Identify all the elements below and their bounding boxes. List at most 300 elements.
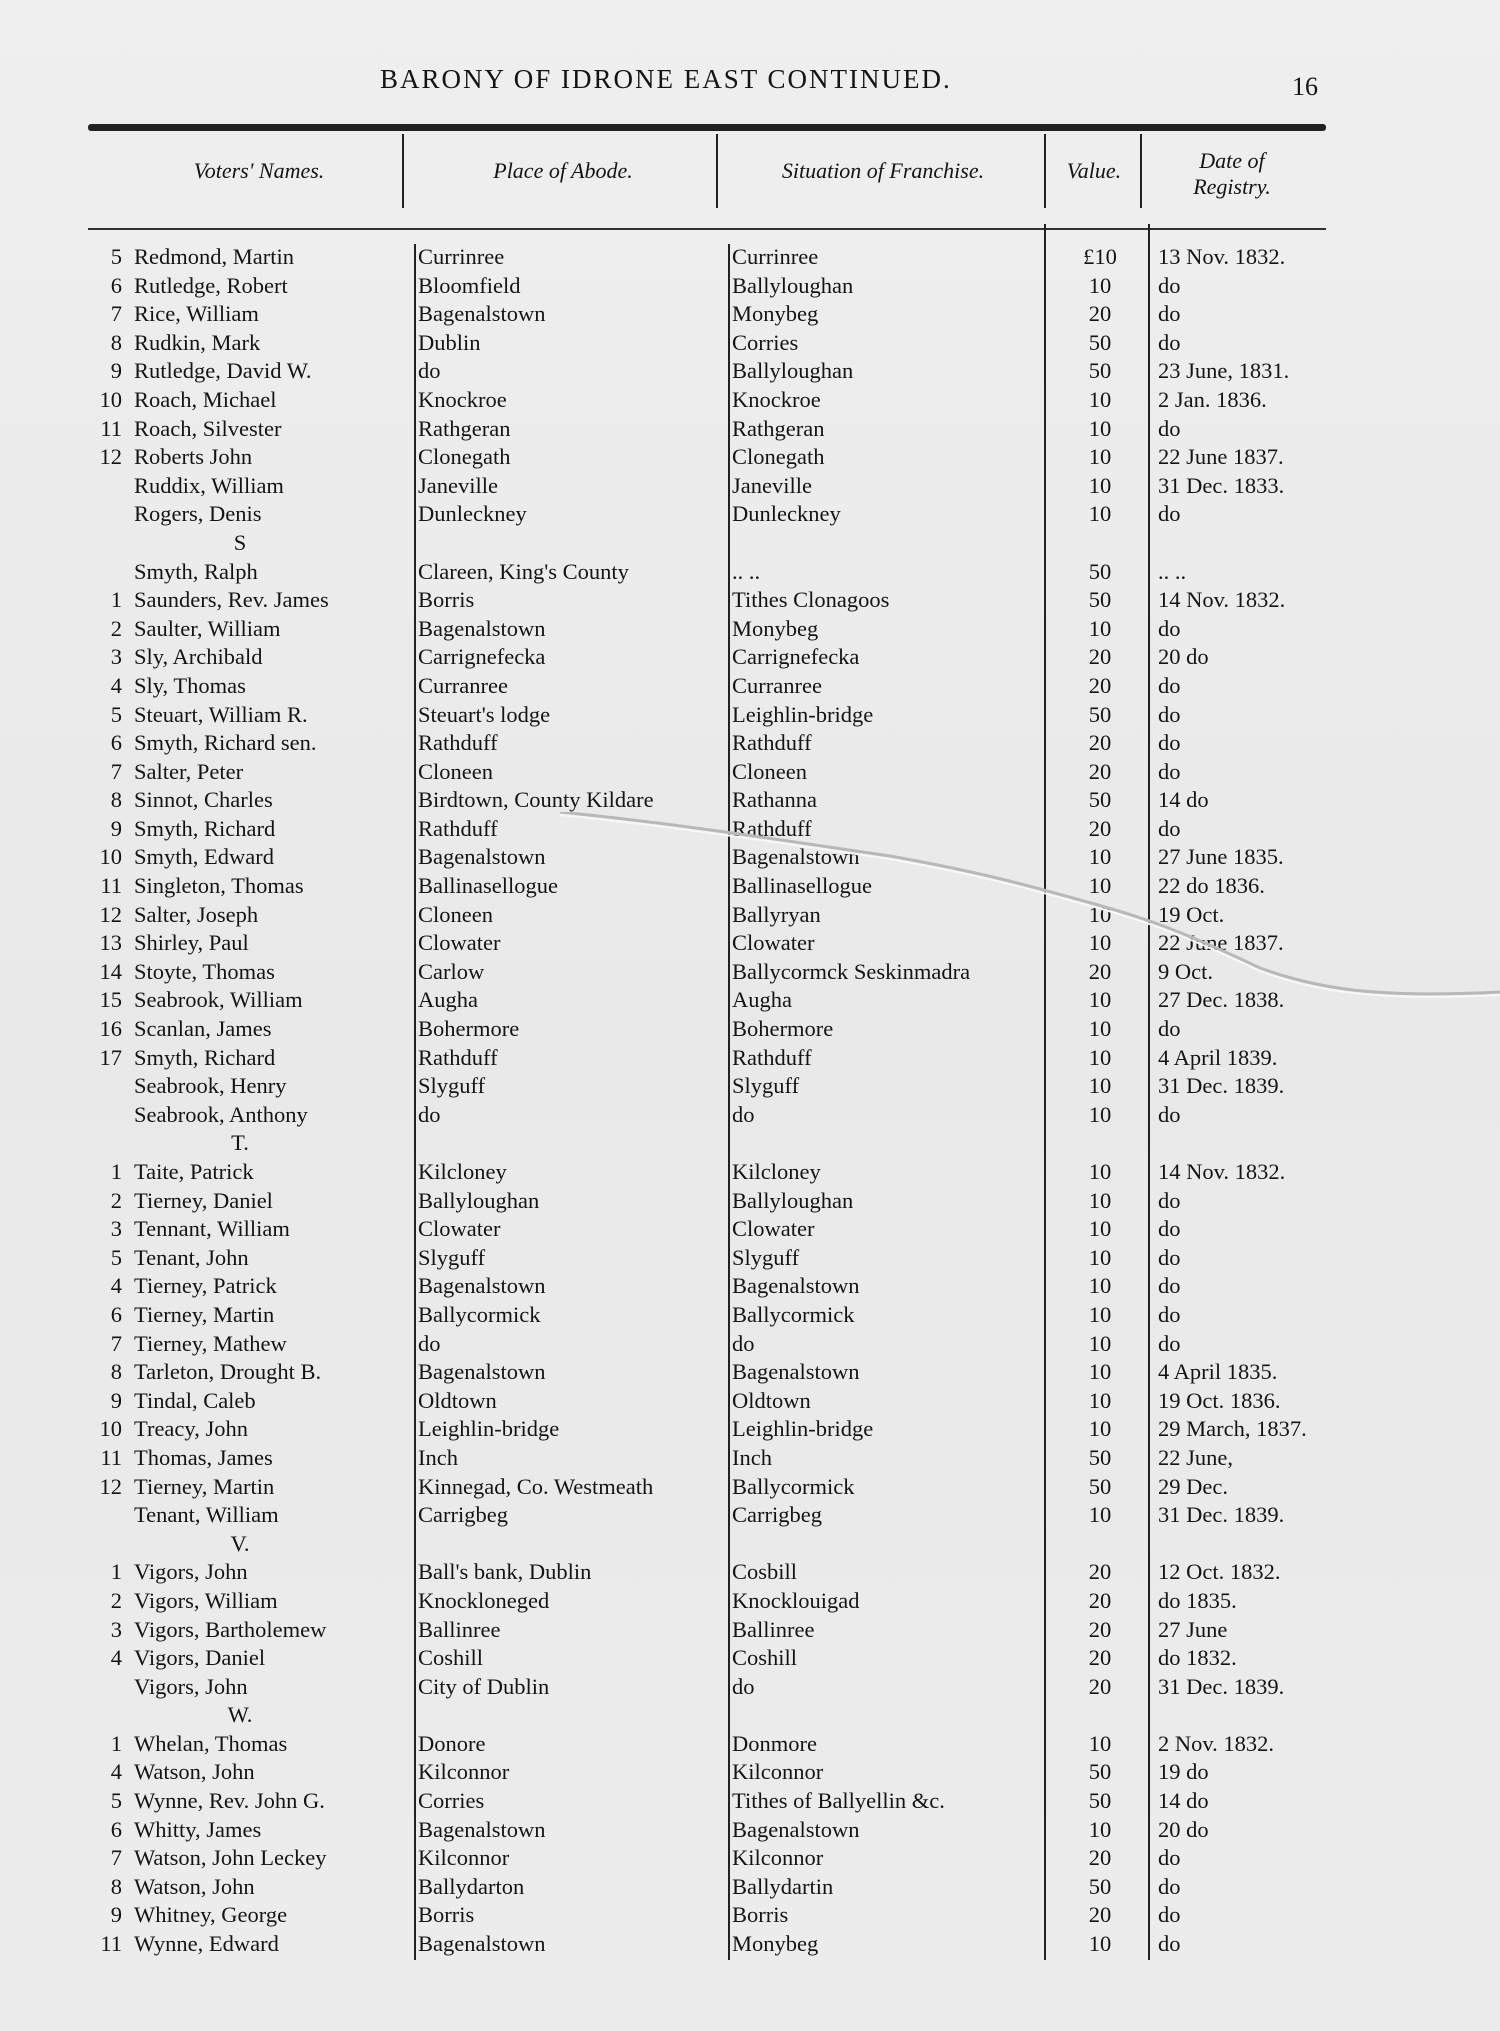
place-of-abode: do — [418, 1330, 441, 1356]
place-of-abode: Bagenalstown — [418, 1359, 546, 1385]
voter-name: Roberts John — [134, 444, 253, 470]
voter-name: Tennant, William — [134, 1216, 290, 1242]
section-letter: W. — [227, 1702, 253, 1728]
franchise-value: 50 — [1088, 1873, 1112, 1899]
section-letter: V. — [230, 1530, 250, 1556]
place-of-abode: City of Dublin — [418, 1673, 550, 1699]
voter-row — [0, 1588, 1500, 1617]
franchise-situation: Knocklouigad — [732, 1587, 860, 1613]
row-number: 5 — [110, 244, 122, 269]
registry-date: 19 do — [1158, 1759, 1209, 1785]
registry-date: do — [1158, 758, 1181, 784]
voter-row — [0, 1388, 1500, 1417]
place-of-abode: Clonegath — [418, 444, 511, 470]
voter-name: Tindal, Caleb — [134, 1387, 256, 1413]
registry-date: 29 March, 1837. — [1158, 1416, 1307, 1442]
voter-name: Watson, John Leckey — [134, 1845, 327, 1871]
voter-name: Whelan, Thomas — [134, 1730, 288, 1756]
franchise-situation: Ballinasellogue — [732, 873, 872, 899]
column-header-date-line1: Date of — [1199, 148, 1265, 173]
row-number: 2 — [110, 1187, 122, 1213]
franchise-situation: Augha — [732, 987, 792, 1013]
voter-name: Salter, Peter — [134, 758, 244, 784]
section-letter: S — [233, 529, 247, 555]
voter-row — [0, 1445, 1500, 1474]
place-of-abode: Carrigbeg — [418, 1502, 508, 1528]
header-bottom-rule — [88, 228, 1326, 230]
franchise-situation: Rathanna — [732, 787, 817, 813]
row-number: 1 — [110, 587, 122, 613]
voter-row — [0, 644, 1500, 673]
registry-date: do — [1158, 1216, 1181, 1242]
franchise-situation: Ballydartin — [732, 1873, 834, 1899]
franchise-value: 50 — [1088, 701, 1112, 727]
registry-date: do — [1158, 1902, 1181, 1928]
franchise-value: 50 — [1088, 787, 1112, 813]
franchise-value: 10 — [1088, 844, 1112, 870]
row-number: 1 — [110, 1730, 122, 1756]
column-header-situation: Situation of Franchise. — [781, 158, 985, 183]
row-number: 4 — [110, 672, 122, 698]
voter-name: Thomas, James — [134, 1444, 273, 1470]
franchise-situation: Bagenalstown — [732, 1359, 860, 1385]
voter-name: Rogers, Denis — [134, 501, 262, 527]
franchise-value: 10 — [1088, 415, 1112, 441]
voter-name: Smyth, Richard — [134, 815, 276, 841]
franchise-value: 10 — [1088, 1044, 1112, 1070]
voter-name: Rudkin, Mark — [134, 329, 261, 355]
registry-date: 9 Oct. — [1158, 958, 1213, 984]
place-of-abode: Kinnegad, Co. Westmeath — [418, 1473, 654, 1499]
header-divider — [1140, 134, 1142, 208]
franchise-value: 20 — [1088, 644, 1112, 670]
place-of-abode: Coshill — [418, 1645, 484, 1671]
franchise-value: 10 — [1088, 1244, 1112, 1270]
registry-date: do — [1158, 1273, 1181, 1299]
franchise-value: 20 — [1088, 1673, 1112, 1699]
header-rule — [88, 124, 1326, 131]
franchise-value: 10 — [1088, 444, 1112, 470]
voter-table — [0, 244, 1500, 1960]
voter-name: Tierney, Martin — [134, 1301, 275, 1327]
place-of-abode: Corries — [418, 1788, 485, 1814]
registry-date: 31 Dec. 1839. — [1158, 1502, 1285, 1528]
franchise-situation: Oldtown — [732, 1387, 811, 1413]
franchise-value: 10 — [1088, 1187, 1112, 1213]
franchise-value: 20 — [1088, 1902, 1112, 1928]
place-of-abode: Ballycormick — [418, 1301, 541, 1327]
voter-row — [0, 702, 1500, 731]
voter-row — [0, 1817, 1500, 1846]
place-of-abode: Bagenalstown — [418, 615, 546, 641]
franchise-value: 10 — [1088, 1330, 1112, 1356]
row-number: 9 — [110, 815, 122, 841]
voter-name: Seabrook, Anthony — [134, 1101, 308, 1127]
place-of-abode: Knockroe — [418, 386, 507, 412]
voter-name: Wynne, Rev. John G. — [134, 1788, 325, 1814]
franchise-situation: Rathgeran — [732, 415, 825, 441]
registry-date: do — [1158, 701, 1181, 727]
franchise-situation: Kilconnor — [732, 1759, 824, 1785]
voter-row — [0, 1902, 1500, 1931]
row-number: 5 — [110, 1244, 122, 1270]
voter-name: Sly, Archibald — [134, 644, 263, 670]
voter-name: Vigors, John — [134, 1559, 248, 1585]
registry-date: do — [1158, 730, 1181, 756]
franchise-situation: Curranree — [732, 672, 822, 698]
voter-row — [0, 301, 1500, 330]
registry-date: 4 April 1839. — [1158, 1044, 1278, 1070]
voter-name: Watson, John — [134, 1873, 255, 1899]
registry-date: do 1832. — [1158, 1645, 1237, 1671]
voter-name: Singleton, Thomas — [134, 873, 304, 899]
registry-date: 27 June — [1158, 1616, 1228, 1642]
franchise-situation: Bagenalstown — [732, 1816, 860, 1842]
row-number: 6 — [110, 1816, 122, 1842]
voter-name: Tenant, John — [134, 1244, 249, 1270]
franchise-value: 50 — [1088, 1759, 1112, 1785]
place-of-abode: Clowater — [418, 1216, 501, 1242]
voter-name: Wynne, Edward — [134, 1931, 279, 1957]
franchise-situation: Leighlin-bridge — [732, 701, 874, 727]
place-of-abode: Cloneen — [418, 758, 493, 784]
voter-name: Steuart, William R. — [134, 701, 308, 727]
franchise-situation: Tithes Clonagoos — [732, 587, 890, 613]
voter-row — [0, 387, 1500, 416]
registry-date: 14 Nov. 1832. — [1158, 587, 1286, 613]
voter-name: Smyth, Richard sen. — [134, 730, 317, 756]
franchise-value: 20 — [1088, 958, 1112, 984]
header-divider — [716, 134, 718, 208]
voter-row — [0, 244, 1500, 273]
place-of-abode: Dunleckney — [418, 501, 527, 527]
voter-name: Roach, Silvester — [134, 415, 282, 441]
franchise-situation: do — [732, 1101, 755, 1127]
franchise-situation: do — [732, 1330, 755, 1356]
registry-date: 27 Dec. 1838. — [1158, 987, 1285, 1013]
voter-name: Seabrook, Henry — [134, 1073, 287, 1099]
registry-date: do — [1158, 301, 1181, 327]
registry-date: 31 Dec. 1839. — [1158, 1673, 1285, 1699]
row-number: 3 — [110, 644, 122, 670]
franchise-situation: Monybeg — [732, 615, 819, 641]
franchise-situation: Bohermore — [732, 1016, 834, 1042]
place-of-abode: Borris — [418, 587, 475, 613]
voter-row — [0, 1788, 1500, 1817]
registry-date: 27 June 1835. — [1158, 844, 1284, 870]
row-number: 7 — [110, 301, 122, 327]
franchise-value: 20 — [1088, 1645, 1112, 1671]
franchise-situation: do — [732, 1673, 755, 1699]
franchise-situation: Borris — [732, 1902, 789, 1928]
row-number: 8 — [110, 1359, 122, 1385]
voter-name: Tenant, William — [134, 1502, 279, 1528]
franchise-value: 50 — [1088, 1788, 1112, 1814]
registry-date: do — [1158, 1244, 1181, 1270]
voter-name: Whitty, James — [134, 1816, 262, 1842]
franchise-value: 50 — [1088, 1473, 1112, 1499]
franchise-value: 10 — [1088, 472, 1112, 498]
place-of-abode: Dublin — [418, 329, 481, 355]
franchise-value: 10 — [1088, 1502, 1112, 1528]
row-number: 8 — [110, 787, 122, 813]
voter-row — [0, 358, 1500, 387]
franchise-situation: Kilconnor — [732, 1845, 824, 1871]
voter-name: Saulter, William — [134, 615, 281, 641]
place-of-abode: Inch — [418, 1444, 458, 1470]
place-of-abode: Leighlin-bridge — [418, 1416, 560, 1442]
registry-date: 22 June 1837. — [1158, 930, 1284, 956]
registry-date: 2 Nov. 1832. — [1158, 1730, 1275, 1756]
voter-name: Sly, Thomas — [134, 672, 246, 698]
registry-date: do — [1158, 415, 1181, 441]
franchise-value: 20 — [1088, 730, 1112, 756]
voter-row — [0, 1273, 1500, 1302]
franchise-situation: Inch — [732, 1444, 772, 1470]
franchise-situation: Bagenalstown — [732, 844, 860, 870]
header-divider — [402, 134, 404, 208]
franchise-situation: Dunleckney — [732, 501, 841, 527]
registry-date: do — [1158, 329, 1181, 355]
row-number: 7 — [110, 758, 122, 784]
place-of-abode: Knockloneged — [418, 1587, 550, 1613]
row-number: 1 — [110, 1159, 122, 1184]
row-number: 16 — [99, 1016, 122, 1042]
registry-date: do — [1158, 501, 1181, 527]
section-letter-row — [0, 1130, 1500, 1159]
voter-name: Smyth, Edward — [134, 844, 274, 870]
franchise-situation: Ballycormick — [732, 1473, 855, 1499]
registry-date: 14 do — [1158, 787, 1209, 813]
place-of-abode: Carrignefecka — [418, 644, 546, 670]
franchise-value: 20 — [1088, 758, 1112, 784]
column-header-date — [1142, 148, 1322, 200]
franchise-situation: Cloneen — [732, 758, 807, 784]
place-of-abode: Bagenalstown — [418, 1816, 546, 1842]
franchise-value: 10 — [1088, 1387, 1112, 1413]
voter-row — [0, 330, 1500, 359]
franchise-situation: Carrignefecka — [732, 644, 860, 670]
section-letter-row — [0, 1531, 1500, 1560]
franchise-value: 20 — [1088, 301, 1112, 327]
voter-name: Tierney, Daniel — [134, 1187, 273, 1213]
franchise-situation: Slyguff — [732, 1244, 800, 1270]
voter-name: Vigors, William — [134, 1587, 278, 1613]
voter-row — [0, 1674, 1500, 1703]
franchise-situation: Donmore — [732, 1730, 817, 1756]
registry-date: 20 do — [1158, 644, 1209, 670]
place-of-abode: Rathduff — [418, 1044, 498, 1070]
registry-date: do — [1158, 1301, 1181, 1327]
place-of-abode: Slyguff — [418, 1244, 486, 1270]
franchise-value: 10 — [1088, 1416, 1112, 1442]
row-number: 5 — [110, 1788, 122, 1814]
voter-row — [0, 416, 1500, 445]
franchise-situation: Janeville — [732, 472, 812, 498]
place-of-abode: Currinree — [418, 244, 505, 269]
voter-row — [0, 1188, 1500, 1217]
voter-row — [0, 1645, 1500, 1674]
place-of-abode: Ballinree — [418, 1616, 501, 1642]
place-of-abode: Carlow — [418, 958, 485, 984]
row-number: 10 — [99, 1416, 122, 1442]
voter-name: Tierney, Patrick — [134, 1273, 277, 1299]
voter-row — [0, 1931, 1500, 1960]
voter-name: Watson, John — [134, 1759, 255, 1785]
franchise-value: 50 — [1088, 358, 1112, 384]
voter-name: Smyth, Ralph — [134, 558, 258, 584]
registry-date: 19 Oct. — [1158, 901, 1225, 927]
row-number: 12 — [99, 1473, 122, 1499]
place-of-abode: Ballydarton — [418, 1873, 525, 1899]
franchise-situation: Ballyloughan — [732, 1187, 854, 1213]
registry-date: .. .. — [1158, 558, 1187, 584]
franchise-value: 20 — [1088, 1616, 1112, 1642]
place-of-abode: Bagenalstown — [418, 301, 546, 327]
franchise-situation: Kilcloney — [732, 1159, 821, 1184]
column-header-names: Voters' Names. — [193, 158, 325, 183]
voter-name: Ruddix, William — [134, 472, 284, 498]
voter-name: Vigors, John — [134, 1673, 248, 1699]
voter-row — [0, 1502, 1500, 1531]
place-of-abode: Bagenalstown — [418, 844, 546, 870]
row-number: 6 — [110, 730, 122, 756]
row-number: 6 — [110, 1301, 122, 1327]
section-letter-row — [0, 530, 1500, 559]
row-number: 9 — [110, 1902, 122, 1928]
franchise-value: 10 — [1088, 1101, 1112, 1127]
registry-date: 13 Nov. 1832. — [1158, 244, 1286, 269]
row-number: 11 — [100, 415, 122, 441]
voter-name: Saunders, Rev. James — [134, 587, 329, 613]
franchise-value: 10 — [1088, 1216, 1112, 1242]
registry-date: 19 Oct. 1836. — [1158, 1387, 1281, 1413]
registry-date: 22 June, — [1158, 1444, 1233, 1470]
franchise-value: 10 — [1088, 1159, 1112, 1184]
column-header-date-line2: Registry. — [1193, 174, 1271, 199]
row-number: 8 — [110, 1873, 122, 1899]
franchise-situation: Ballyloughan — [732, 358, 854, 384]
franchise-situation: Carrigbeg — [732, 1502, 822, 1528]
franchise-situation: Ballyloughan — [732, 272, 854, 298]
voter-name: Rutledge, David W. — [134, 358, 312, 384]
row-number: 1 — [110, 1559, 122, 1585]
registry-date: do — [1158, 1101, 1181, 1127]
franchise-value: 10 — [1088, 501, 1112, 527]
registry-date: 12 Oct. 1832. — [1158, 1559, 1281, 1585]
row-number: 4 — [110, 1645, 122, 1671]
registry-date: 22 June 1837. — [1158, 444, 1284, 470]
place-of-abode: Bagenalstown — [418, 1931, 546, 1957]
section-letter-row — [0, 1702, 1500, 1731]
row-number: 11 — [100, 1931, 122, 1957]
franchise-value: 50 — [1088, 587, 1112, 613]
voter-row — [0, 1617, 1500, 1646]
registry-date: 14 do — [1158, 1788, 1209, 1814]
voter-name: Taite, Patrick — [134, 1159, 254, 1184]
franchise-value: 50 — [1088, 1444, 1112, 1470]
franchise-situation: Clonegath — [732, 444, 825, 470]
row-number: 15 — [99, 987, 122, 1013]
place-of-abode: Donore — [418, 1730, 486, 1756]
franchise-situation: Bagenalstown — [732, 1273, 860, 1299]
registry-date: do — [1158, 815, 1181, 841]
franchise-situation: Ballyryan — [732, 901, 821, 927]
voter-row — [0, 273, 1500, 302]
registry-date: do 1835. — [1158, 1587, 1237, 1613]
franchise-situation: Currinree — [732, 244, 819, 269]
franchise-value: 10 — [1088, 1816, 1112, 1842]
franchise-value: 10 — [1088, 272, 1112, 298]
row-number: 9 — [110, 358, 122, 384]
franchise-value: 20 — [1088, 815, 1112, 841]
voter-row — [0, 1159, 1500, 1188]
voter-row — [0, 1045, 1500, 1074]
franchise-value: 10 — [1088, 1273, 1112, 1299]
row-number: 3 — [110, 1616, 122, 1642]
row-number: 9 — [110, 1387, 122, 1413]
voter-row — [0, 1245, 1500, 1274]
franchise-value: 20 — [1088, 1559, 1112, 1585]
voter-row — [0, 616, 1500, 645]
franchise-situation: Rathduff — [732, 1044, 812, 1070]
franchise-situation: Slyguff — [732, 1073, 800, 1099]
place-of-abode: Cloneen — [418, 901, 493, 927]
voter-name: Vigors, Bartholemew — [134, 1616, 327, 1642]
voter-row — [0, 559, 1500, 588]
franchise-situation: Clowater — [732, 1216, 815, 1242]
voter-row — [0, 501, 1500, 530]
franchise-situation: Knockroe — [732, 386, 821, 412]
page-number: 16 — [1292, 72, 1318, 101]
franchise-situation: Clowater — [732, 930, 815, 956]
row-number: 7 — [110, 1845, 122, 1871]
franchise-situation: Monybeg — [732, 1931, 819, 1957]
voter-row — [0, 673, 1500, 702]
row-number: 11 — [100, 873, 122, 899]
place-of-abode: Kilconnor — [418, 1759, 510, 1785]
row-number: 12 — [99, 901, 122, 927]
voter-row — [0, 1759, 1500, 1788]
voter-row — [0, 444, 1500, 473]
row-number: 2 — [110, 615, 122, 641]
franchise-value: 20 — [1088, 672, 1112, 698]
place-of-abode: Ball's bank, Dublin — [418, 1559, 592, 1585]
franchise-situation: Rathduff — [732, 815, 812, 841]
page-title: BARONY OF IDRONE EAST CONTINUED. — [380, 64, 952, 94]
registry-date: 29 Dec. — [1158, 1473, 1228, 1499]
voter-name: Shirley, Paul — [134, 930, 249, 956]
row-number: 10 — [99, 386, 122, 412]
voter-row — [0, 1731, 1500, 1760]
franchise-value: 20 — [1088, 1845, 1112, 1871]
franchise-value: 10 — [1088, 1073, 1112, 1099]
place-of-abode: do — [418, 1101, 441, 1127]
voter-row — [0, 1559, 1500, 1588]
place-of-abode: Clowater — [418, 930, 501, 956]
voter-name: Redmond, Martin — [134, 244, 294, 269]
voter-row — [0, 1073, 1500, 1102]
registry-date: do — [1158, 1016, 1181, 1042]
voter-name: Scanlan, James — [134, 1016, 272, 1042]
franchise-situation: Leighlin-bridge — [732, 1416, 874, 1442]
voter-row — [0, 1474, 1500, 1503]
place-of-abode: Augha — [418, 987, 478, 1013]
registry-date: do — [1158, 615, 1181, 641]
voter-row — [0, 1302, 1500, 1331]
voter-name: Tierney, Mathew — [134, 1330, 287, 1356]
franchise-situation: .. .. — [732, 558, 761, 584]
